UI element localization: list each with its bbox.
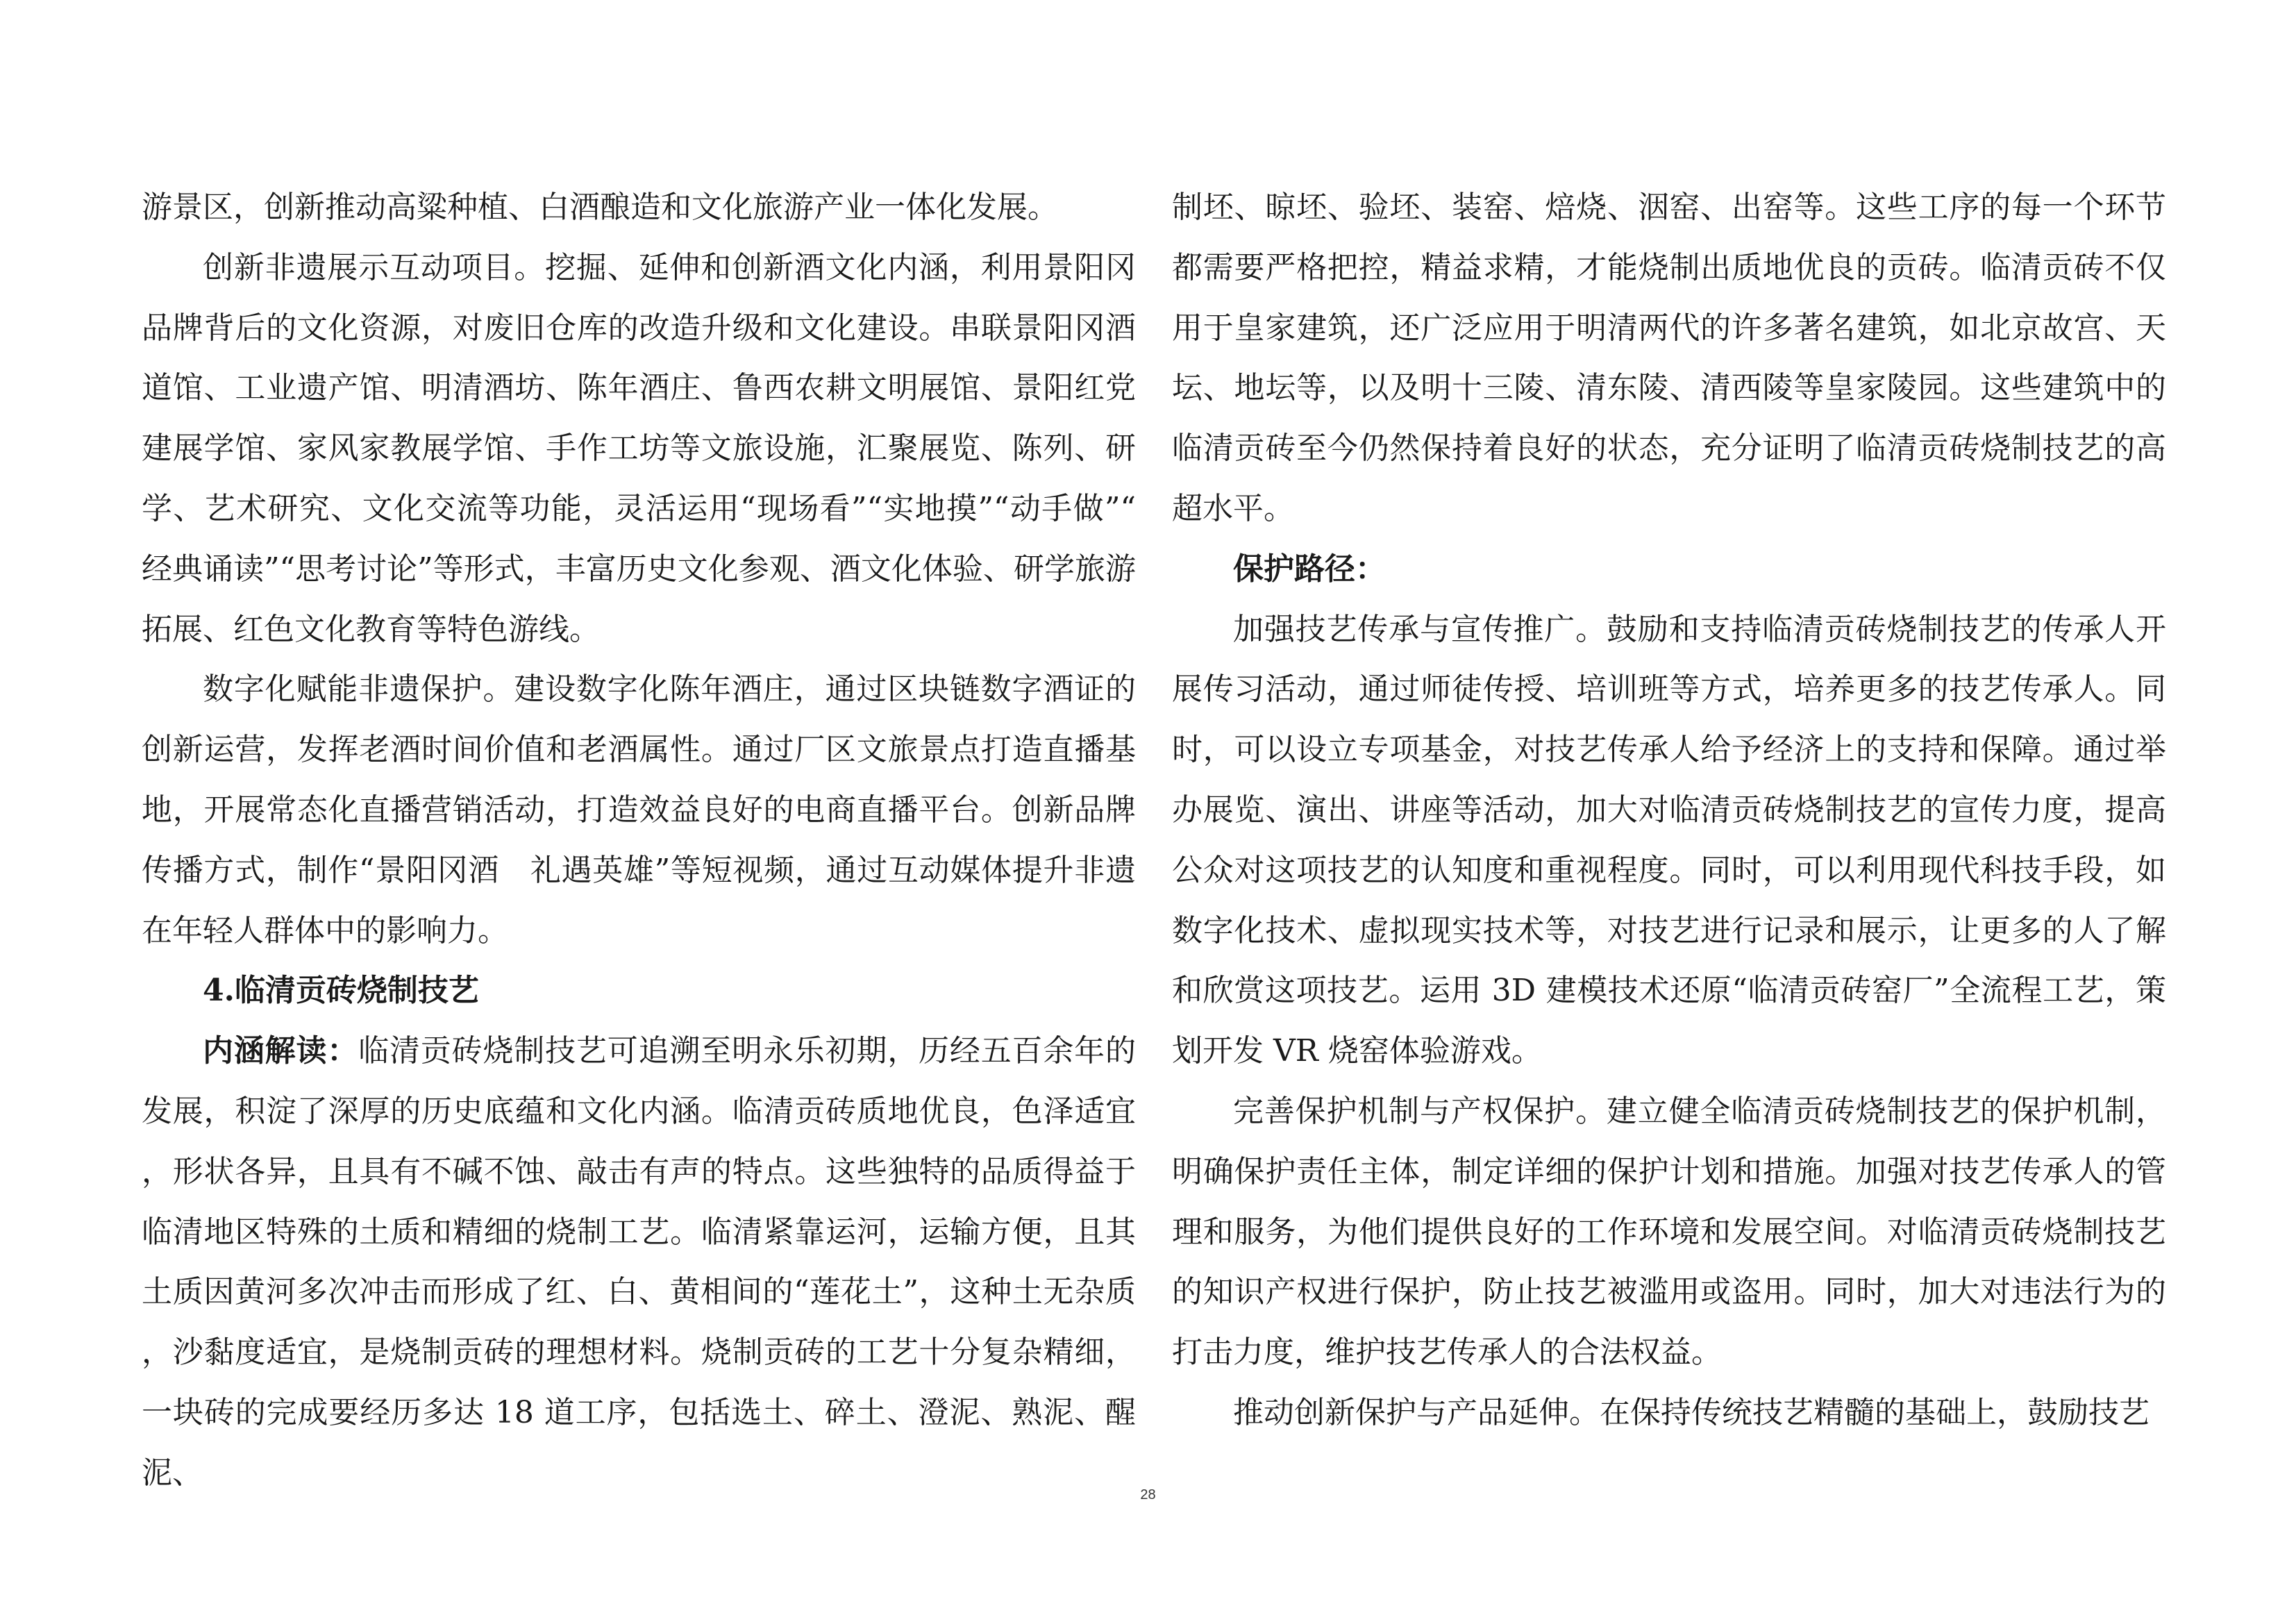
paragraph-lead-label: 内涵解读： xyxy=(203,1033,359,1069)
left-paragraph-1: 游景区，创新推动高粱种植、白酒酿造和文化旅游产业一体化发展。 xyxy=(142,190,1058,225)
subsection-heading: 保护路径： xyxy=(1233,551,1386,587)
left-paragraph-4 xyxy=(142,1021,1136,1503)
right-column xyxy=(1172,178,2166,1443)
left-column xyxy=(142,178,1136,1504)
right-paragraph-4: 推动创新保护与产品延伸。在保持传统技艺精髓的基础上，鼓励技艺 xyxy=(1233,1394,2150,1430)
page-number: 28 xyxy=(1140,1487,1156,1502)
section-heading: 4.临清贡砖烧制技艺 xyxy=(203,973,479,1009)
right-paragraph-3: 完善保护机制与产权保护。建立健全临清贡砖烧制技艺的保护机制，明确保护责任主体，制定详细的保护计划和措施。加强对技艺传承人的管理和服务，为他们提供良好的工作环境和发展空间。对临清贡砖烧制技艺的知识产权进行保护，防止技艺被滥用或盗用。同时，加大对违法行为的打击力度，维护技艺传承人的合法权益。 xyxy=(1172,1093,2166,1371)
left-paragraph-2: 创新非遗展示互动项目。挖掘、延伸和创新酒文化内涵，利用景阳冈品牌背后的文化资源，对废旧仓库的改造升级和文化建设。串联景阳冈酒道馆、工业遗产馆、明清酒坊、陈年酒庄、鲁西农耕文明展馆、景阳红党建展学馆、家风家教展学馆、手作工坊等文旅设施，汇聚展览、陈列、研学、艺术研究、文化交流等功能，灵活运用“现场看”“实地摸”“动手做”“经典诵读”“思考讨论”等形式，丰富历史文化参观、酒文化体验、研学旅游拓展、红色文化教育等特色游线。 xyxy=(142,249,1136,647)
right-paragraph-1: 制坯、晾坯、验坯、装窑、焙烧、洇窑、出窑等。这些工序的每一个环节都需要严格把控，精益求精，才能烧制出质地优良的贡砖。临清贡砖不仅用于皇家建筑，还广泛应用于明清两代的许多著名建筑，如北京故宫、天坛、地坛等，以及明十三陵、清东陵、清西陵等皇家陵园。这些建筑中的临清贡砖至今仍然保持着良好的状态，充分证明了临清贡砖烧制技艺的高超水平。 xyxy=(1172,190,2166,526)
paragraph-body: 临清贡砖烧制技艺可追溯至明永乐初期，历经五百余年的发展，积淀了深厚的历史底蕴和文化内涵。临清贡砖质地优良，色泽适宜，形状各异，且具有不碱不蚀、敲击有声的特点。这些独特的品质得益于临清地区特殊的土质和精细的烧制工艺。临清紧靠运河，运输方便，且其土质因黄河多次冲击而形成了红、白、黄相间的“莲花土”，这种土无杂质，沙黏度适宜，是烧制贡砖的理想材料。烧制贡砖的工艺十分复杂精细，一块砖的完成要经历多达 18 道工序，包括选土、碎土、澄泥、熟泥、醒泥、 xyxy=(142,1033,1137,1491)
right-paragraph-2: 加强技艺传承与宣传推广。鼓励和支持临清贡砖烧制技艺的传承人开展传习活动，通过师徒传授、培训班等方式，培养更多的技艺传承人。同时，可以设立专项基金，对技艺传承人给予经济上的支持和保障。通过举办展览、演出、讲座等活动，加大对临清贡砖烧制技艺的宣传力度，提高公众对这项技艺的认知度和重视程度。同时，可以利用现代科技手段，如数字化技术、虚拟现实技术等，对技艺进行记录和展示，让更多的人了解和欣赏这项技艺。运用 3D 建模技术还原“临清贡砖窑厂”全流程工艺，策划开发 VR 烧窑体验游戏。 xyxy=(1172,611,2166,1069)
left-paragraph-3: 数字化赋能非遗保护。建设数字化陈年酒庄，通过区块链数字酒证的创新运营，发挥老酒时间价值和老酒属性。通过厂区文旅景点打造直播基地，开展常态化直播营销活动，打造效益良好的电商直播平台。创新品牌传播方式，制作“景阳冈酒 礼遇英雄”等短视频，通过互动媒体提升非遗在年轻人群体中的影响力。 xyxy=(142,671,1136,948)
